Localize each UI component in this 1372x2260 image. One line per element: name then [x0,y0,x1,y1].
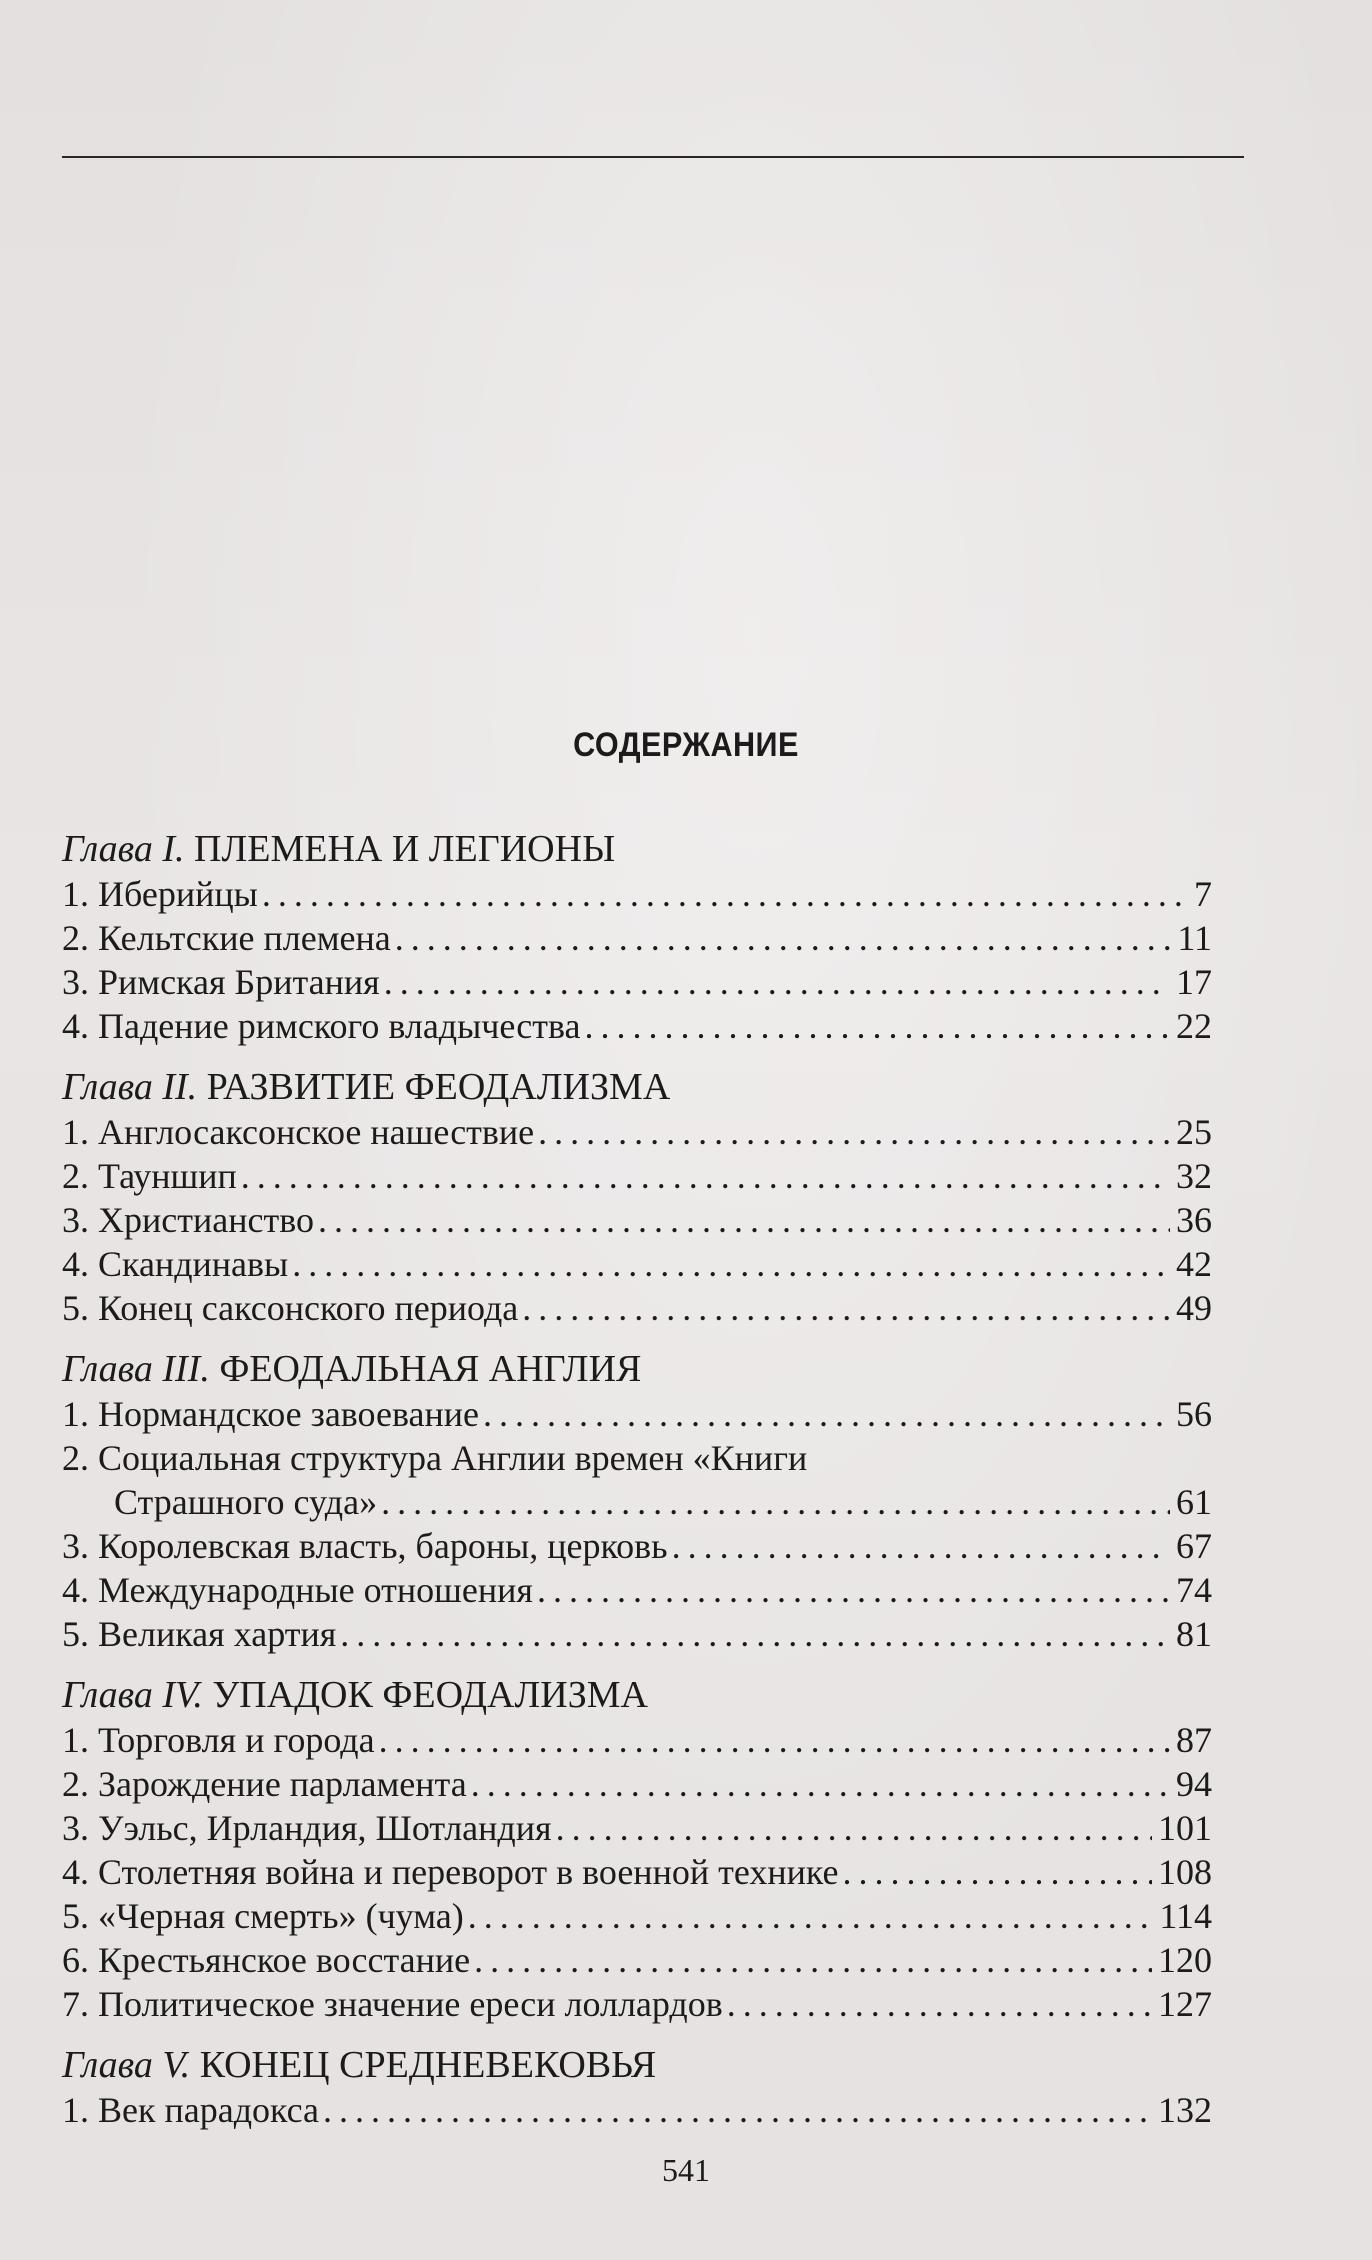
chapter-label: Глава II. [62,1066,198,1108]
toc-chapter [62,1064,1212,1330]
entry-title: 1. Век парадокса [62,2090,320,2130]
toc-entry [62,1762,1212,1806]
toc-entry [62,1242,1212,1286]
toc-entry [62,1982,1212,2026]
entry-title: 4. Международные отношения [62,1570,533,1610]
dot-leader [842,1850,1152,1894]
entry-title-continuation: Страшного суда» [114,1482,378,1522]
chapter-name: ПЛЕМЕНА И ЛЕГИОНЫ [194,828,616,870]
entry-title: 1. Иберийцы [62,874,258,914]
toc-entry [62,1154,1212,1198]
toc-entry [62,1894,1212,1938]
table-of-contents [62,826,1212,2148]
toc-entry [62,1850,1212,1894]
toc-entry-continuation [62,1480,1212,1524]
entry-title: 1. Торговля и города [62,1720,375,1760]
entry-title: 1. Нормандское завоевание [62,1394,479,1434]
entry-page-number: 11 [1177,918,1212,958]
entry-title: 2. Кельтские племена [62,918,391,958]
entry-title: 6. Крестьянское восстание [62,1940,471,1980]
toc-entry [62,2088,1212,2132]
toc-entry [62,1392,1212,1436]
entry-page-number: 32 [1176,1156,1212,1196]
dot-leader [340,1612,1170,1656]
dot-leader [262,872,1188,916]
chapter-heading [62,826,1212,872]
dot-leader [522,1286,1170,1330]
entry-page-number: 25 [1176,1112,1212,1152]
dot-leader [538,1110,1170,1154]
toc-entry [62,1612,1212,1656]
entry-page-number: 101 [1158,1808,1212,1848]
chapter-heading [62,1672,1212,1718]
entry-page-number: 94 [1176,1764,1212,1804]
dot-leader [323,2088,1152,2132]
chapter-name: ФЕОДАЛЬНАЯ АНГЛИЯ [219,1348,642,1390]
entry-page-number: 81 [1176,1614,1212,1654]
dot-leader [292,1242,1170,1286]
dot-leader [241,1154,1170,1198]
dot-leader [474,1938,1152,1982]
entry-page-number: 49 [1176,1288,1212,1328]
toc-title: СОДЕРЖАНИЕ [573,726,799,764]
entry-page-number: 132 [1158,2090,1212,2130]
entry-title: 3. Уэльс, Ирландия, Шотландия [62,1808,552,1848]
toc-entry [62,872,1212,916]
entry-title: 4. Столетняя война и переворот в военной технике [62,1852,839,1892]
chapter-label: Глава III. [62,1348,210,1390]
dot-leader [556,1806,1152,1850]
entry-title: 5. Конец саксонского периода [62,1288,519,1328]
entry-title: 5. «Черная смерть» (чума) [62,1896,464,1936]
toc-entry [62,1806,1212,1850]
entry-title: 7. Политическое значение ереси лоллардов [62,1984,723,2024]
toc-entry [62,916,1212,960]
dot-leader [471,1762,1170,1806]
entry-title: 2. Социальная структура Англии времен «Книги [62,1438,808,1478]
dot-leader [672,1524,1170,1568]
toc-entry [62,1718,1212,1762]
entry-page-number: 67 [1176,1526,1212,1566]
toc-chapter [62,1346,1212,1656]
chapter-heading [62,2042,1212,2088]
entry-page-number: 127 [1158,1984,1212,2024]
header-rule [62,156,1244,158]
entry-title: 1. Англосаксонское нашествие [62,1112,535,1152]
entry-title: 4. Скандинавы [62,1244,289,1284]
entry-page-number: 87 [1176,1720,1212,1760]
entry-title: 2. Зарождение парламента [62,1764,467,1804]
chapter-name: РАЗВИТИЕ ФЕОДАЛИЗМА [206,1066,671,1108]
dot-leader [585,1004,1170,1048]
dot-leader [468,1894,1154,1938]
toc-entry [62,1938,1212,1982]
chapter-heading [62,1064,1212,1110]
entry-page-number: 7 [1194,874,1212,914]
chapter-label: Глава I. [62,828,185,870]
entry-page-number: 108 [1158,1852,1212,1892]
chapter-heading [62,1346,1212,1392]
dot-leader [483,1392,1170,1436]
toc-chapter [62,1672,1212,2026]
entry-page-number: 36 [1176,1200,1212,1240]
chapter-name: УПАДОК ФЕОДАЛИЗМА [212,1674,648,1716]
toc-entry [62,1436,1212,1480]
entry-title: 5. Великая хартия [62,1614,337,1654]
entry-page-number: 114 [1159,1896,1212,1936]
entry-page-number: 74 [1176,1570,1212,1610]
toc-entry [62,1568,1212,1612]
entry-title: 3. Королевская власть, бароны, церковь [62,1526,668,1566]
entry-page-number: 17 [1176,962,1212,1002]
toc-chapter [62,826,1212,1048]
dot-leader [384,960,1170,1004]
toc-entry [62,1198,1212,1242]
chapter-label: Глава V. [62,2044,191,2086]
chapter-name: КОНЕЦ СРЕДНЕВЕКОВЬЯ [199,2044,657,2086]
entry-title: 3. Христианство [62,1200,314,1240]
dot-leader [727,1982,1152,2026]
entry-page-number: 120 [1158,1940,1212,1980]
toc-entry [62,1004,1212,1048]
dot-leader [318,1198,1170,1242]
dot-leader [537,1568,1170,1612]
dot-leader [381,1480,1170,1524]
entry-page-number: 61 [1176,1482,1212,1522]
toc-entry [62,1286,1212,1330]
entry-page-number: 42 [1176,1244,1212,1284]
toc-entry [62,1524,1212,1568]
chapter-label: Глава IV. [62,1674,203,1716]
dot-leader [379,1718,1170,1762]
entry-page-number: 56 [1176,1394,1212,1434]
entry-title: 2. Тауншип [62,1156,237,1196]
entry-title: 4. Падение римского владычества [62,1006,581,1046]
entry-title: 3. Римская Британия [62,962,380,1002]
dot-leader [395,916,1172,960]
page-number: 541 [662,2152,710,2188]
entry-page-number: 22 [1176,1006,1212,1046]
toc-entry [62,960,1212,1004]
toc-chapter [62,2042,1212,2132]
toc-entry [62,1110,1212,1154]
